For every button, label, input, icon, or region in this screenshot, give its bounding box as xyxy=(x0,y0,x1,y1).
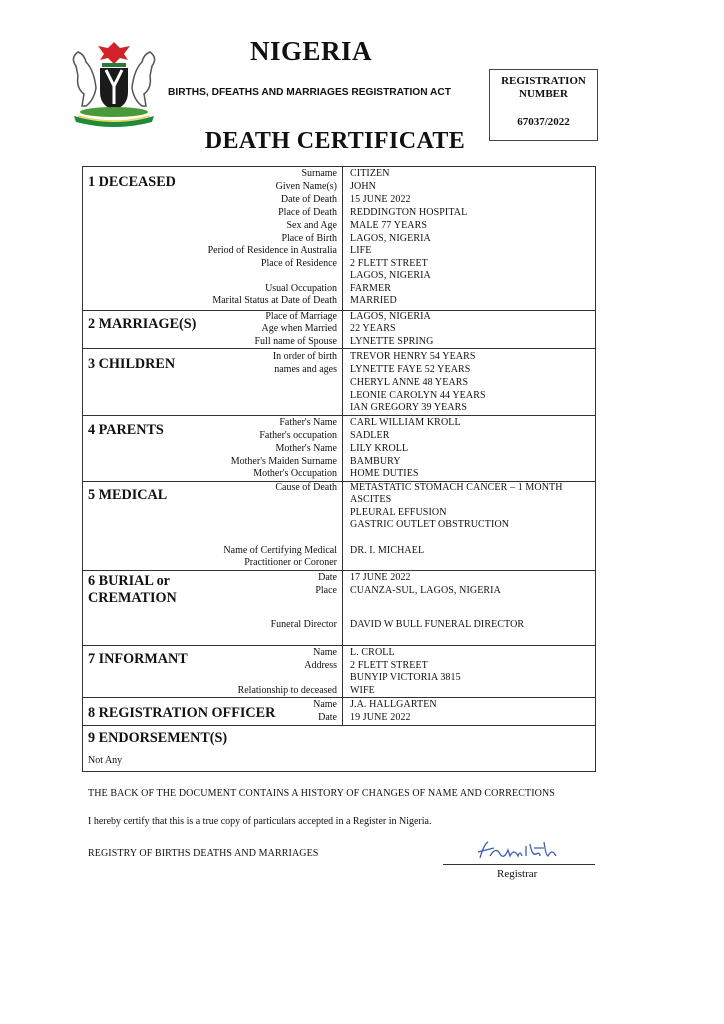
field-label: Place xyxy=(315,585,337,596)
field-label: Name of Certifying Medical xyxy=(223,545,337,556)
divider xyxy=(82,415,596,416)
field-label: Mother's Occupation xyxy=(253,468,337,479)
child-entry: LEONIE CAROLYN 44 YEARS xyxy=(350,390,486,401)
field-label: Name xyxy=(313,647,337,658)
section-title-informant: 7 INFORMANT xyxy=(88,651,188,667)
section-title-marriage: 2 MARRIAGE(S) xyxy=(88,316,197,332)
back-of-document-note: THE BACK OF THE DOCUMENT CONTAINS A HISTORY OF CHANGES OF NAME AND CORRECTIONS xyxy=(88,788,555,799)
field-label: Father's occupation xyxy=(259,430,337,441)
field-value: SADLER xyxy=(350,430,390,441)
field-value: LAGOS, NIGERIA xyxy=(350,270,431,281)
field-value: WIFE xyxy=(350,685,375,696)
field-value: 2 FLETT STREET xyxy=(350,660,428,671)
funeral-director: DAVID W BULL FUNERAL DIRECTOR xyxy=(350,619,525,630)
section-title-registration-officer: 8 REGISTRATION OFFICER xyxy=(88,705,276,721)
field-value: CARL WILLIAM KROLL xyxy=(350,417,461,428)
field-label: Age when Married xyxy=(261,323,337,334)
divider xyxy=(82,697,596,698)
field-label: Period of Residence in Australia xyxy=(207,245,337,256)
coat-of-arms-emblem xyxy=(64,36,164,130)
field-label: Given Name(s) xyxy=(275,181,337,192)
registration-number-box xyxy=(489,69,598,141)
field-label: Relationship to deceased xyxy=(237,685,337,696)
registration-label-line-2: NUMBER xyxy=(519,88,568,100)
cause-of-death: METASTATIC STOMACH CANCER – 1 MONTH xyxy=(350,482,563,493)
field-label: names and ages xyxy=(274,364,337,375)
field-label: In order of birth xyxy=(272,351,337,362)
child-entry: IAN GREGORY 39 YEARS xyxy=(350,402,468,413)
field-label: Name xyxy=(313,699,337,710)
child-entry: LYNETTE FAYE 52 YEARS xyxy=(350,364,471,375)
document-title: DEATH CERTIFICATE xyxy=(204,128,466,154)
field-label: Place of Marriage xyxy=(265,311,337,322)
signature-line xyxy=(443,864,595,865)
field-value: BUNYIP VICTORIA 3815 xyxy=(350,672,461,683)
registration-label-line-1: REGISTRATION xyxy=(501,75,586,87)
field-label: Practitioner or Coroner xyxy=(244,557,337,568)
divider xyxy=(82,725,596,726)
field-value: MALE 77 YEARS xyxy=(350,220,428,231)
field-value: BAMBURY xyxy=(350,456,401,467)
act-subheading: BIRTHS, DFEATHS AND MARRIAGES REGISTRATION ACT xyxy=(168,87,451,98)
section-title-deceased: 1 DECEASED xyxy=(88,174,176,190)
field-value: J.A. HALLGARTEN xyxy=(350,699,437,710)
registrar-label: Registrar xyxy=(497,868,538,880)
cause-of-death: PLEURAL EFFUSION xyxy=(350,507,447,518)
field-label: Place of Death xyxy=(278,207,337,218)
field-value: CUANZA-SUL, LAGOS, NIGERIA xyxy=(350,585,501,596)
field-value: 15 JUNE 2022 xyxy=(350,194,411,205)
cause-of-death: GASTRIC OUTLET OBSTRUCTION xyxy=(350,519,510,530)
divider xyxy=(82,310,596,311)
registrar-signature xyxy=(474,838,564,864)
divider xyxy=(82,645,596,646)
section-title-endorsement: 9 ENDORSEMENT(S) xyxy=(88,730,228,746)
field-value: REDDINGTON HOSPITAL xyxy=(350,207,468,218)
field-value: FARMER xyxy=(350,283,391,294)
divider xyxy=(82,348,596,349)
field-value: 17 JUNE 2022 xyxy=(350,572,411,583)
child-entry: CHERYL ANNE 48 YEARS xyxy=(350,377,469,388)
certification-statement: I hereby certify that this is a true copy of particulars accepted in a Register in Nigeria. xyxy=(88,816,432,827)
field-label: Date xyxy=(318,712,337,723)
field-label: Mother's Name xyxy=(275,443,337,454)
field-label: Full name of Spouse xyxy=(254,336,337,347)
section-title-medical: 5 MEDICAL xyxy=(88,487,168,503)
field-value: 19 JUNE 2022 xyxy=(350,712,411,723)
field-value: MARRIED xyxy=(350,295,397,306)
field-label: Date of Death xyxy=(280,194,337,205)
field-value: HOME DUTIES xyxy=(350,468,419,479)
field-value: JOHN xyxy=(350,181,376,192)
field-value: LAGOS, NIGERIA xyxy=(350,233,431,244)
field-label: Marital Status at Date of Death xyxy=(212,295,337,306)
field-label: Mother's Maiden Surname xyxy=(230,456,337,467)
field-value: LYNETTE SPRING xyxy=(350,336,434,347)
registration-number: 67037/2022 xyxy=(517,116,570,128)
field-value: 2 FLETT STREET xyxy=(350,258,428,269)
field-label: Date xyxy=(318,572,337,583)
certificate-table xyxy=(82,166,596,772)
column-divider xyxy=(342,166,343,725)
field-label: Funeral Director xyxy=(270,619,337,630)
field-value: LAGOS, NIGERIA xyxy=(350,311,431,322)
section-title-parents: 4 PARENTS xyxy=(88,422,164,438)
field-value: L. CROLL xyxy=(350,647,395,658)
child-entry: TREVOR HENRY 54 YEARS xyxy=(350,351,476,362)
field-label: Usual Occupation xyxy=(265,283,337,294)
field-value: CITIZEN xyxy=(350,168,390,179)
field-label: Address xyxy=(304,660,337,671)
section-title-burial: 6 BURIAL or xyxy=(88,573,170,589)
divider xyxy=(82,570,596,571)
field-label: Cause of Death xyxy=(275,482,337,493)
section-title-children: 3 CHILDREN xyxy=(88,356,176,372)
field-label: Place of Birth xyxy=(281,233,337,244)
field-value: LILY KROLL xyxy=(350,443,409,454)
field-label: Sex and Age xyxy=(286,220,337,231)
endorsement-text: Not Any xyxy=(88,755,123,766)
field-label: Father's Name xyxy=(279,417,337,428)
registry-name: REGISTRY OF BIRTHS DEATHS AND MARRIAGES xyxy=(88,848,319,859)
country-heading: NIGERIA xyxy=(250,36,373,66)
field-label: Place of Residence xyxy=(260,258,337,269)
certifying-practitioner: DR. I. MICHAEL xyxy=(350,545,425,556)
field-value: 22 YEARS xyxy=(350,323,396,334)
field-value: LIFE xyxy=(350,245,372,256)
field-label: Surname xyxy=(301,168,337,179)
section-title-cremation: CREMATION xyxy=(88,590,177,606)
cause-of-death: ASCITES xyxy=(350,494,392,505)
